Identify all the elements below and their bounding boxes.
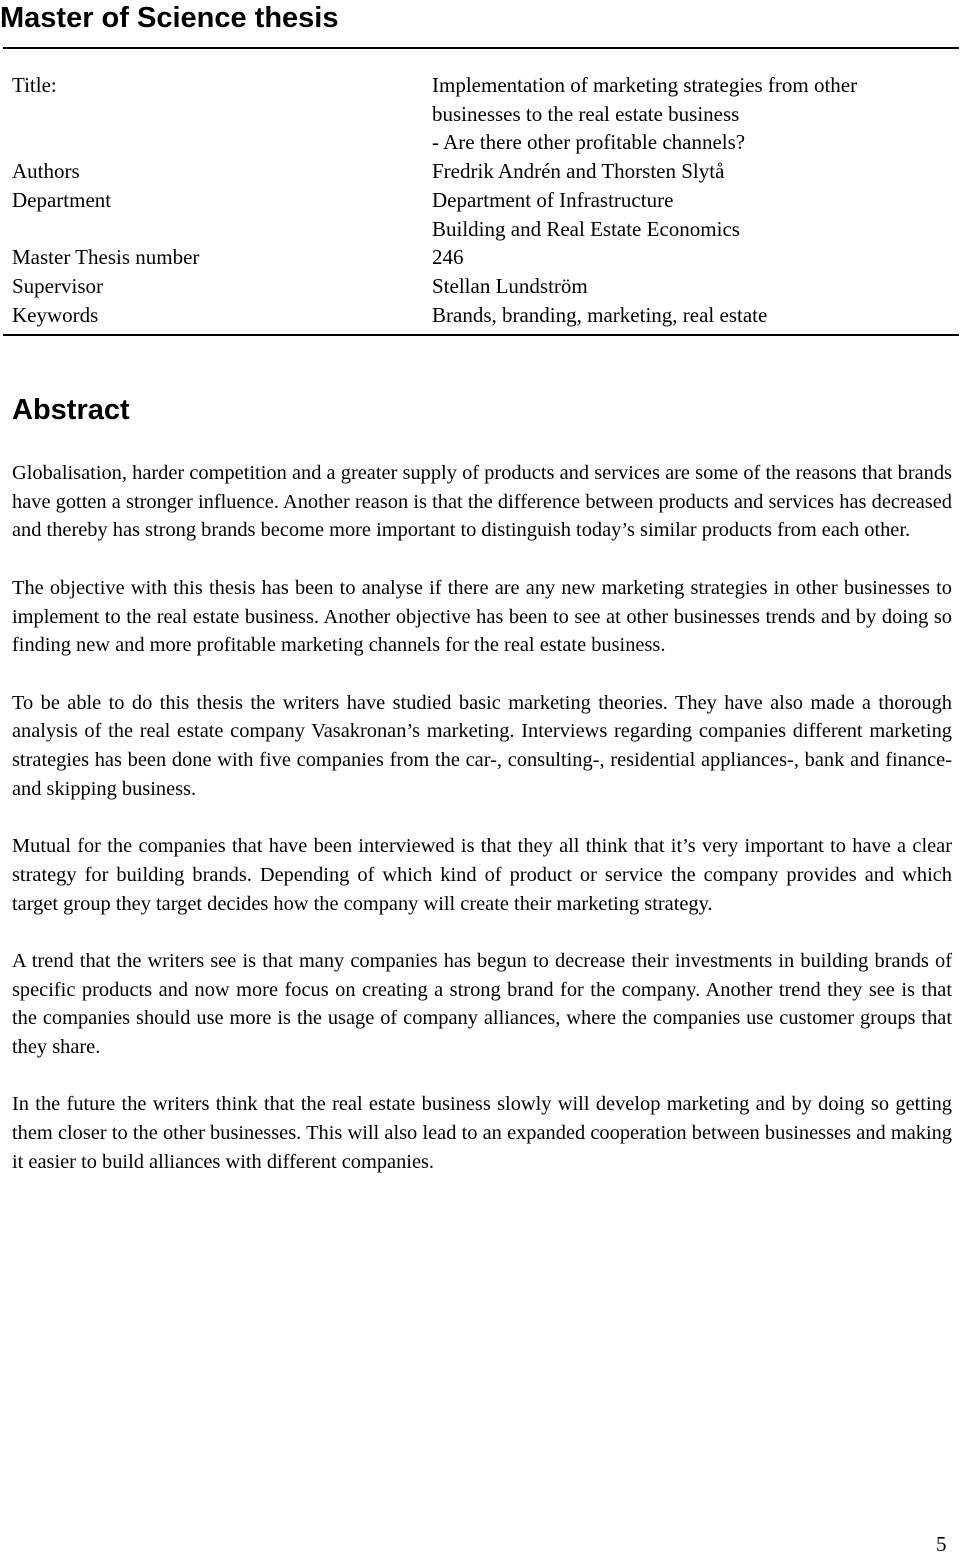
meta-value-line: Building and Real Estate Economics xyxy=(432,216,740,241)
meta-value-department xyxy=(432,186,952,243)
meta-row-authors xyxy=(12,157,952,186)
meta-value-supervisor xyxy=(432,272,952,301)
meta-label-authors: Authors xyxy=(12,159,80,184)
document-title: Master of Science thesis xyxy=(0,2,339,34)
abstract-paragraph: Globalisation, harder competition and a greater supply of products and services are some of the reasons that brands have gotten a stronger influence. Another reason is that the difference between products and services has decreased and thereby has strong brands become more important to distinguish today’s similar products from each other. xyxy=(12,462,952,542)
meta-value-line: Department of Infrastructure xyxy=(432,187,674,212)
meta-value-keywords xyxy=(432,301,952,330)
meta-row-department xyxy=(12,186,952,243)
meta-label-supervisor: Supervisor xyxy=(12,273,103,298)
meta-label-keywords: Keywords xyxy=(12,302,99,327)
meta-label-thesis-number: Master Thesis number xyxy=(12,245,200,270)
meta-value-line: 246 xyxy=(432,245,464,270)
meta-label-department: Department xyxy=(12,187,112,212)
meta-value-line: Fredrik Andrén and Thorsten Slytå xyxy=(432,159,725,184)
thesis-metadata-table xyxy=(12,71,952,329)
meta-value-title xyxy=(432,71,952,157)
abstract-paragraph: A trend that the writers see is that many companies has begun to decrease their investments in building brands of specific products and now more focus on creating a strong brand for the company. Another trend they see is that the companies should use more is the usage of company alliances, where the companies use customer groups that they share. xyxy=(12,949,952,1058)
meta-row-keywords xyxy=(12,301,952,330)
meta-value-line: businesses to the real estate business xyxy=(432,101,740,126)
abstract-paragraph: Mutual for the companies that have been interviewed is that they all think that it’s very important to have a clear strategy for building brands. Depending of which kind of product or service the company provides and which target group they target decides how the company will create their marketing strategy. xyxy=(12,835,952,915)
meta-value-line: Brands, branding, marketing, real estate xyxy=(432,302,768,327)
meta-label-title: Title: xyxy=(12,73,57,97)
abstract-body xyxy=(12,459,952,1205)
meta-value-authors xyxy=(432,157,952,186)
meta-row-title xyxy=(12,71,952,157)
abstract-paragraph: To be able to do this thesis the writers have studied basic marketing theories. They have also made a thorough analysis of the real estate company Vasakronan’s marketing. Interviews regarding companies different marketing strategies has been done with five companies from the car-, consulting-, residential appliances-, bank and finance- and skipping business. xyxy=(12,691,952,800)
abstract-heading: Abstract xyxy=(12,394,130,426)
meta-value-line: Implementation of marketing strategies from other xyxy=(432,73,858,97)
top-divider xyxy=(3,47,959,49)
bottom-divider xyxy=(3,334,959,336)
abstract-paragraph: In the future the writers think that the real estate business slowly will develop marketing and by doing so getting them closer to the other businesses. This will also lead to an expanded cooperation between businesses and making it easier to build alliances with different companies. xyxy=(12,1093,952,1173)
meta-row-supervisor xyxy=(12,272,952,301)
meta-value-line: Stellan Lundström xyxy=(432,273,588,298)
meta-row-thesis-number xyxy=(12,243,952,272)
meta-value-thesis-number xyxy=(432,243,952,272)
meta-value-line: - Are there other profitable channels? xyxy=(432,130,746,155)
page-number: 5 xyxy=(936,1532,947,1556)
abstract-paragraph: The objective with this thesis has been to analyse if there are any new marketing strategies in other businesses to implement to the real estate business. Another objective has been to see at other businesses trends and by doing so finding new and more profitable marketing channels for the real estate business. xyxy=(12,576,952,657)
